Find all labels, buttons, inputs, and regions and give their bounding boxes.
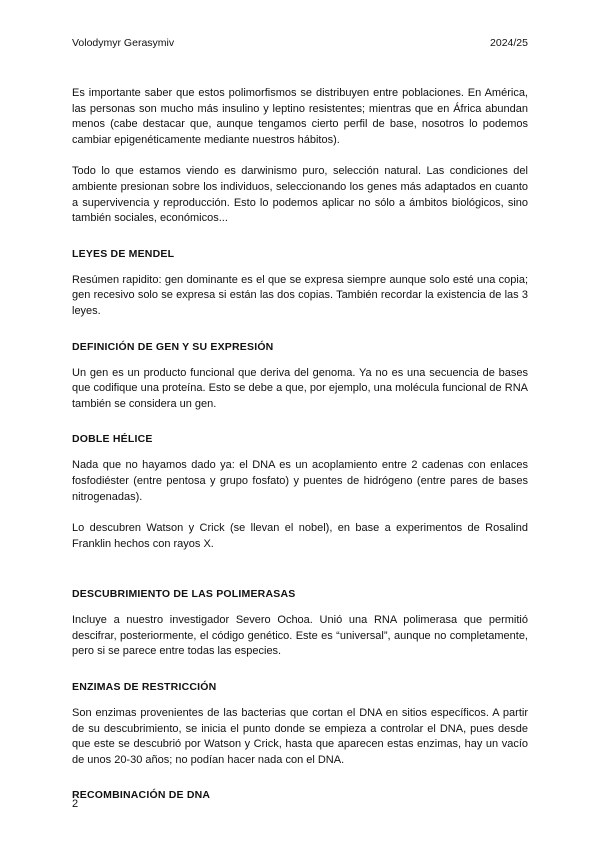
paragraph-dna-cadenas: Nada que no hayamos dado ya: el DNA es un acoplamiento entre 2 cadenas con enlaces fosfodiéster (entre pentosa y grupo fosfato) y puentes de hidrógeno (entre pares de bases nitrogenadas). [72,459,528,503]
paragraph-mendel: Resúmen rapidito: gen dominante es el que se expresa siempre aunque solo esté una copia; gen recesivo solo se expresa si están las dos copias. También recordar la existencia de las 3 leyes. [72,273,528,317]
paragraph-polimorfismos: Es importante saber que estos polimorfismos se distribuyen entre poblaciones. En América, las personas son mucho más insulino y leptino resistentes; mientras que en África abundan menos (cabe destacar que, aunque tengamos cierto perfil de base, nosotros lo podemos cambiar epigenéticamente mediante nuestros hábitos). [72,87,528,146]
header-date: 2024/25 [490,37,528,49]
paragraph-enzimas: Son enzimas provenientes de las bacterias que cortan el DNA en sitios específicos. A partir de su descubrimiento, se inicia el punto donde se empieza a controlar el DNA, pues desde que este se descubrió por Watson y Crick, hasta que aparecen estas enzimas, hay un vacío de unos 20-30 años; no podían hacer nada con el DNA. [72,707,528,766]
paragraph-gen: Un gen es un producto funcional que deriva del genoma. Ya no es una secuencia de bases que codifique una proteína. Esto se debe a que, por ejemplo, una molécula funcional de RNA también se considera un gen. [72,366,528,410]
heading-recombinacion-dna: RECOMBINACIÓN DE DNA [72,789,211,802]
page-content [72,86,528,801]
heading-polimerasas: DESCUBRIMIENTO DE LAS POLIMERASAS [72,588,296,601]
heading-leyes-mendel: LEYES DE MENDEL [72,247,175,260]
page-header [72,37,528,51]
heading-enzimas-restriccion: ENZIMAS DE RESTRICCIÓN [72,681,217,694]
paragraph-watson-crick: Lo descubren Watson y Crick (se llevan el nobel), en base a experimentos de Rosalind Franklin hechos con rayos X. [72,522,528,550]
heading-definicion-gen: DEFINICIÓN DE GEN Y SU EXPRESIÓN [72,340,274,353]
paragraph-darwinismo: Todo lo que estamos viendo es darwinismo puro, selección natural. Las condiciones del ambiente presionan sobre los individuos, seleccionando los genes más adaptados en cuanto a supervivencia y reproducción. Esto lo podemos aplicar no sólo a ámbitos biológicos, sino también sociales, económicos... [72,165,528,225]
heading-doble-helice: DOBLE HÉLICE [72,433,153,446]
header-author: Volodymyr Gerasymiv [72,37,175,49]
page-number: 2 [72,798,79,810]
paragraph-polimerasas: Incluye a nuestro investigador Severo Ochoa. Unió una RNA polimerasa que permitió descifrar, posteriormente, el código genético. Este es “universal”, aunque no completamente, pero si se parece entre todas las especies. [72,614,528,658]
